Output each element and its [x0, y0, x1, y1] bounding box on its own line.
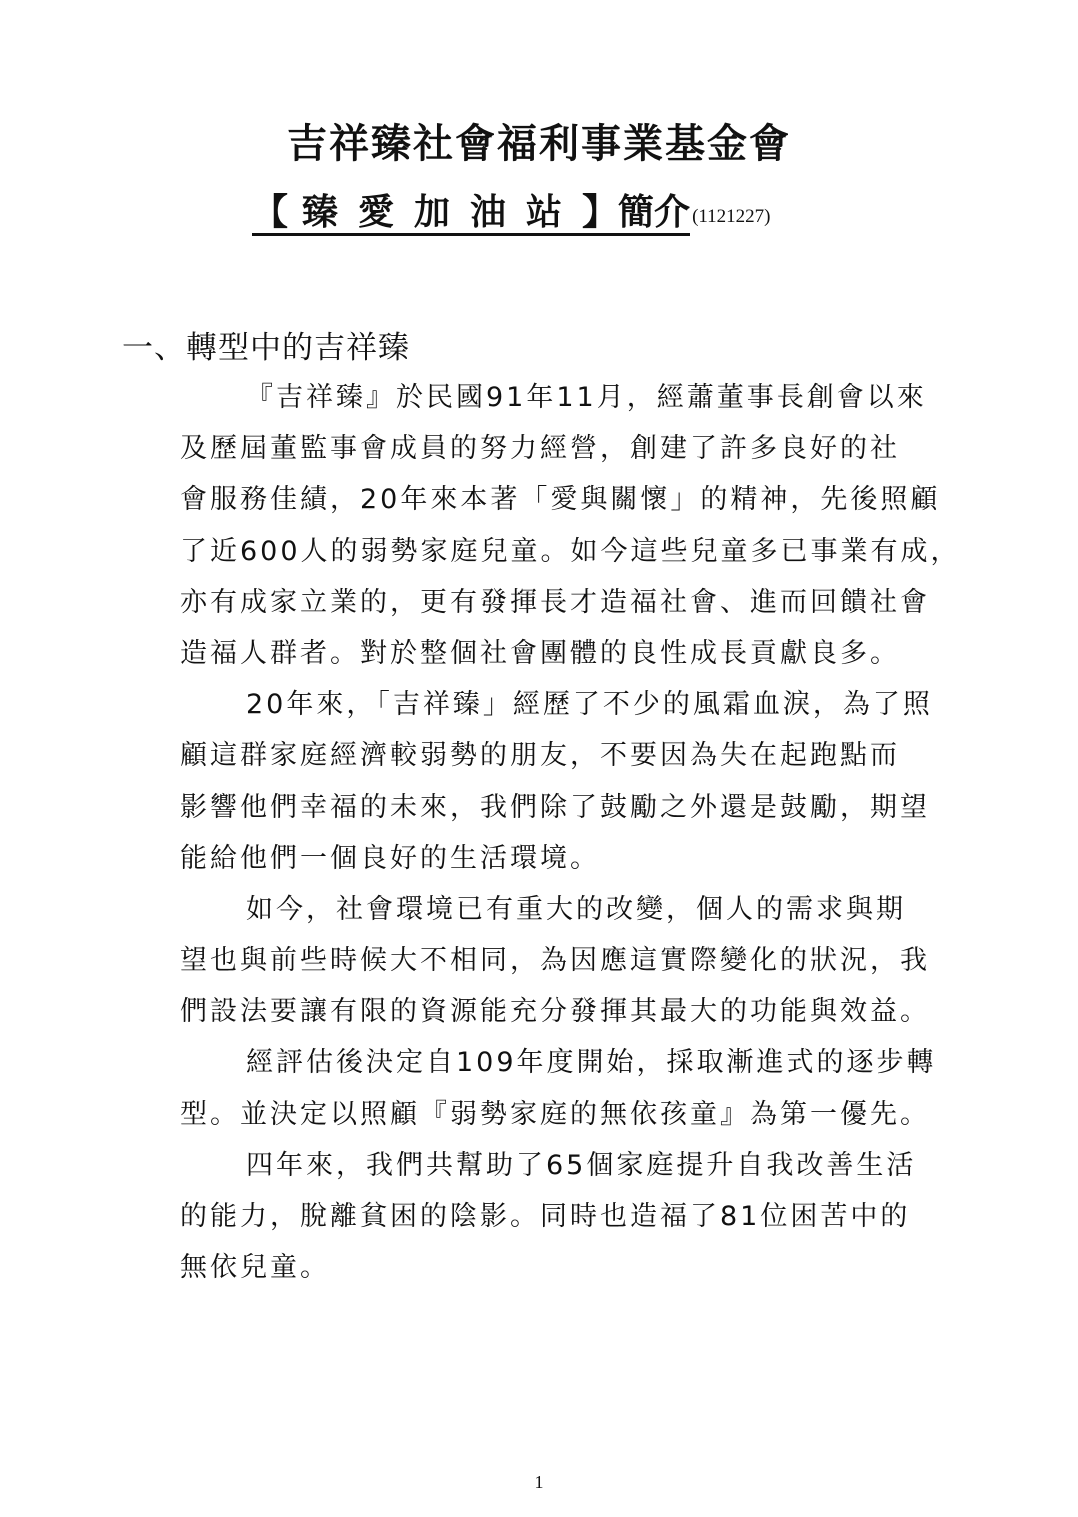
body-text [180, 372, 1040, 1293]
paragraph-line: 造福人群者。對於整個社會團體的良性成長貢獻良多。 [180, 637, 900, 669]
paragraph-line: 『吉祥臻』於民國91年11月，經蕭董事長創會以來 [246, 382, 927, 413]
subtitle-date: (1121227) [692, 206, 771, 227]
subtitle-program-name: 臻愛加油站 [302, 192, 583, 233]
paragraph-line: 四年來，我們共幫助了65個家庭提升自我改善生活 [246, 1149, 917, 1181]
section-heading: 一、轉型中的吉祥臻 [122, 330, 410, 366]
paragraph-line: 了近600人的弱勢家庭兒童。如今這些兒童多已事業有成， [180, 535, 961, 567]
subtitle [252, 188, 771, 244]
document-title: 吉祥臻社會福利事業基金會 [287, 121, 791, 167]
subtitle-bracket-open: 【 [252, 192, 289, 233]
paragraph-line: 如今，社會環境已有重大的改變，個人的需求與期 [246, 893, 906, 925]
subtitle-bracket-close: 】 [582, 192, 619, 233]
paragraph-line: 影響他們幸福的未來，我們除了鼓勵之外還是鼓勵，期望 [180, 791, 930, 823]
paragraph-line: 型。並決定以照顧『弱勢家庭的無依孩童』為第一優先。 [180, 1098, 930, 1130]
paragraph-line: 的能力，脫離貧困的陰影。同時也造福了81位困苦中的 [180, 1201, 911, 1232]
paragraph-line: 及歷屆董監事會成員的努力經營，創建了許多良好的社 [180, 433, 900, 465]
paragraph-line: 會服務佳績，20年來本著「愛與關懷」的精神，先後照顧 [180, 484, 941, 516]
paragraph-line: 顧這群家庭經濟較弱勢的朋友，不要因為失在起跑點而 [180, 740, 900, 772]
paragraph-line: 能給他們一個良好的生活環境。 [180, 842, 600, 874]
paragraph-line: 20年來，「吉祥臻」經歷了不少的風霜血淚，為了照 [246, 689, 933, 721]
paragraph-line: 亦有成家立業的，更有發揮長才造福社會、進而回饋社會 [180, 586, 930, 618]
paragraph-line: 望也與前些時候大不相同，為因應這實際變化的狀況，我 [180, 945, 930, 977]
paragraph-line: 經評估後決定自109年度開始，採取漸進式的逐步轉 [246, 1047, 937, 1079]
paragraph-line: 們設法要讓有限的資源能充分發揮其最大的功能與效益。 [180, 996, 930, 1028]
subtitle-underlined [252, 192, 690, 236]
page-number: 1 [534, 1472, 544, 1492]
paragraph-line: 無依兒童。 [180, 1252, 330, 1284]
subtitle-intro: 簡介 [618, 192, 691, 233]
